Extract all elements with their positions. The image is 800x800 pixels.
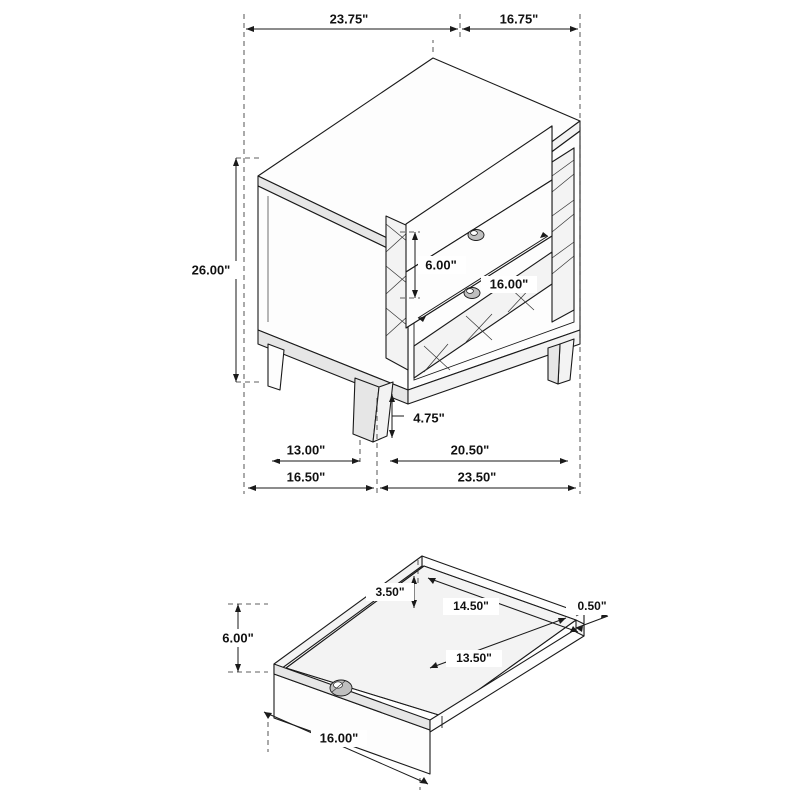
dim-label: 16.50"	[286, 469, 326, 485]
dim-label: 14.50"	[453, 599, 489, 614]
dim-side-base-right	[380, 469, 576, 491]
dim-drawer-side-thickness	[566, 598, 618, 632]
dim-top-left-width	[246, 11, 458, 32]
dim-label: 0.50"	[577, 599, 607, 614]
dim-label: 16.00"	[489, 276, 529, 292]
dim-label: 16.00"	[319, 730, 359, 746]
dim-label: 13.50"	[456, 651, 492, 666]
dim-label: 20.50"	[450, 442, 490, 458]
drawer-detail-knob	[330, 680, 352, 696]
drawer-knob-upper	[468, 230, 484, 241]
dim-front-base-left	[248, 469, 374, 491]
dim-label: 6.00"	[222, 630, 254, 646]
nightstand-perspective-drawing	[182, 11, 580, 494]
drawer-detail-drawing	[214, 556, 618, 790]
dim-side-lower-right	[390, 442, 568, 464]
dim-label: 23.75"	[329, 11, 369, 27]
dim-label: 6.00"	[425, 257, 457, 273]
dim-top-right-depth	[462, 11, 578, 32]
drawer-knob-lower	[464, 288, 480, 299]
dim-label: 3.50"	[375, 585, 405, 600]
dim-label: 16.75"	[499, 11, 539, 27]
dim-front-lower-left	[272, 442, 360, 464]
dim-overall-height	[182, 158, 240, 382]
dim-label: 4.75"	[413, 410, 445, 426]
dim-drawer-front-height	[214, 604, 262, 672]
dim-label: 13.00"	[286, 442, 326, 458]
dim-label: 26.00"	[191, 262, 231, 278]
dim-label: 23.50"	[457, 469, 497, 485]
